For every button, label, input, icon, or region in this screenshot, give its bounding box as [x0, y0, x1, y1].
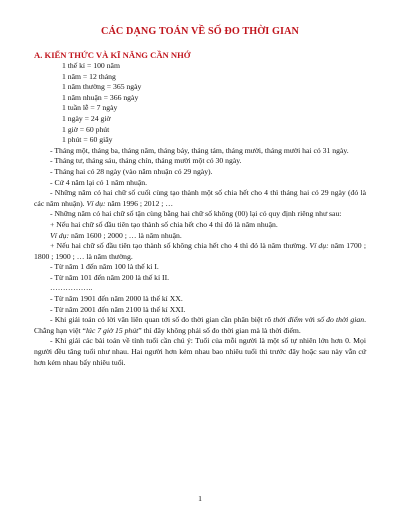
fact-item: 1 phút = 60 giây	[62, 135, 113, 145]
example-label: Ví dụ:	[86, 198, 106, 208]
emphasis-text: số đo thời gian	[317, 315, 365, 325]
paragraph-century-years: - Những năm có hai chữ số tận cùng bằng hai chữ số không (00) lại có quy định riêng như sau:	[50, 209, 342, 219]
paragraph-century-21: - Từ năm 2001 đến năm 2100 là thế kỉ XXI.	[50, 304, 186, 314]
text-run: năm 1600 ; 2000 ; … là năm nhuận.	[69, 230, 182, 240]
paragraph-leap-rule	[34, 188, 366, 209]
fact-item: 1 giờ = 60 phút	[62, 124, 110, 134]
emphasis-text: lúc 7 giờ 15 phút	[85, 325, 139, 335]
fact-item: 1 thế kỉ = 100 năm	[62, 61, 120, 70]
text-run: - Những năm có hai chữ số cuối cùng tạo thành một số chia hết cho 4 thì tháng hai có 29 ngày (đó là các năm nhuận).	[34, 188, 366, 208]
text-run: - Khi giải toán có lời văn liên quan tới số đo thời gian cần phân biệt rõ	[50, 315, 274, 325]
fact-item: 1 tuần lễ = 7 ngày	[62, 103, 118, 113]
text-run: + Nếu hai chữ số đầu tiên tạo thành số không chia hết cho 4 thì đó là năm thường.	[50, 241, 310, 251]
example-label: Ví dụ:	[50, 230, 70, 240]
text-run: . Chẳng hạn việt “	[34, 315, 366, 335]
text-run: năm 1700 ; 1800 ; 1900 ; … là năm thường.	[34, 241, 366, 261]
time-unit-facts	[34, 61, 366, 146]
paragraph-rule-divisible: + Nếu hai chữ số đầu tiên tạo thành số chia hết cho 4 thì đó là năm nhuận.	[50, 219, 278, 229]
fact-item: 1 năm nhuận = 366 ngày	[62, 92, 139, 102]
fact-item: 1 năm thường = 365 ngày	[62, 82, 142, 92]
paragraph-31-days: - Tháng một, tháng ba, tháng năm, tháng bảy, tháng tám, tháng mười, tháng mười hai có 31 ngày.	[50, 145, 349, 155]
fact-item: 1 năm = 12 tháng	[62, 71, 116, 81]
paragraph-example-leap	[34, 231, 366, 242]
paragraph-ellipsis: ……………..	[50, 283, 93, 293]
section-heading-a: A. KIẾN THỨC VÀ KĨ NĂNG CẦN NHỚ	[34, 50, 191, 60]
paragraph-leap-cycle: - Cứ 4 năm lại có 1 năm nhuận.	[50, 177, 148, 187]
text-run: với	[302, 315, 318, 325]
paragraph-century-2: - Từ năm 101 đến năm 200 là thế kỉ II.	[50, 272, 170, 282]
page-title: CÁC DẠNG TOÁN VỀ SỐ ĐO THỜI GIAN	[100, 26, 300, 37]
paragraph-february: - Tháng hai có 28 ngày (vào năm nhuận có 29 ngày).	[50, 166, 213, 176]
paragraph-century-20: - Từ năm 1901 đến năm 2000 là thế kỉ XX.	[50, 294, 183, 304]
paragraph-time-point	[34, 315, 366, 336]
paragraph-rule-not-divisible	[34, 241, 366, 262]
paragraph-age-problems: - Khi giải các bài toán về tính tuổi cần chú ý: Tuổi của mỗi người là một số tự nhiên lớn hơn 0. Mọi người đều tăng tuổi như nhau. Hai người hơn kém nhau bao nhiêu tuổi thì trước đây hoặc sau này vẫn cứ hơn kém nhau bấy nhiêu tuổi.	[34, 336, 366, 367]
page-number: 1	[198, 494, 202, 503]
text-run: ” thì đây không phải số đo thời gian mà là thời điểm.	[138, 325, 301, 335]
fact-item: 1 ngày = 24 giờ	[62, 113, 111, 123]
paragraph-30-days: - Tháng tư, tháng sáu, tháng chín, tháng mười một có 30 ngày.	[50, 156, 242, 166]
emphasis-text: thời điểm	[273, 315, 303, 325]
paragraph-century-1: - Từ năm 1 đến năm 100 là thế kỉ I.	[50, 262, 159, 272]
example-label: Ví dụ:	[309, 241, 329, 251]
text-run: năm 1996 ; 2012 ; …	[105, 198, 174, 208]
